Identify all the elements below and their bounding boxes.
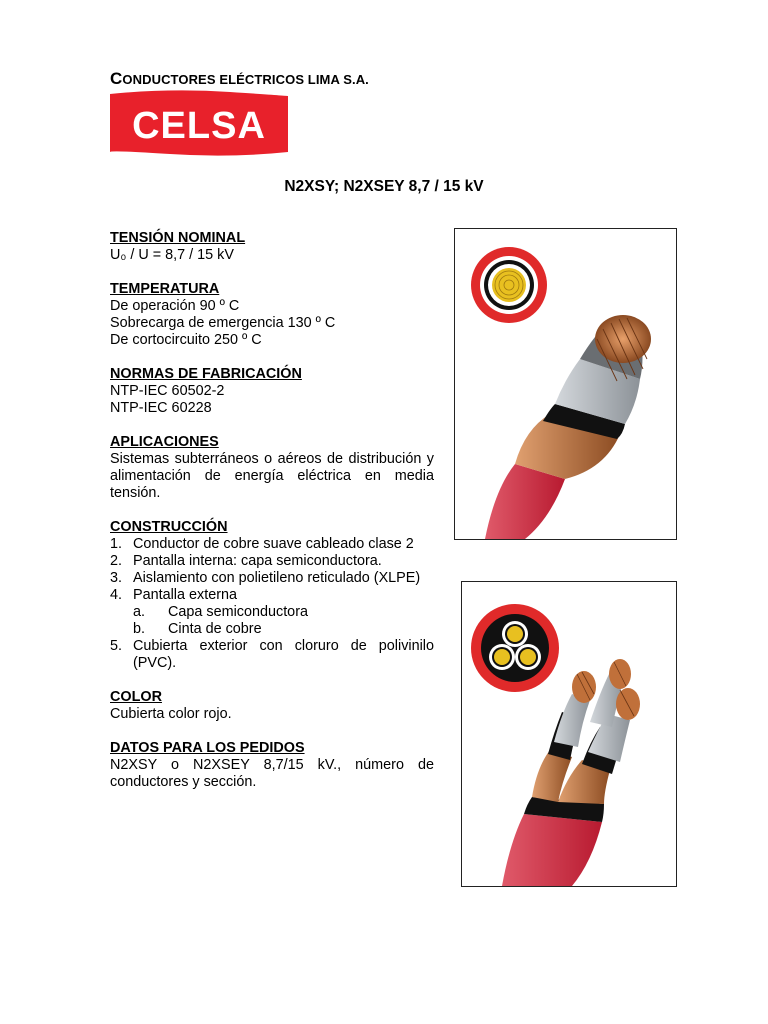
heading-temperatura: TEMPERATURA	[110, 281, 220, 297]
list-item: b. Cinta de cobre	[133, 621, 262, 637]
list-item: 3. Aislamiento con polietileno reticulado (XLPE)	[110, 570, 421, 586]
heading-construccion: CONSTRUCCIÓN	[110, 519, 228, 535]
norma-1: NTP-IEC 60502-2	[110, 383, 225, 399]
heading-normas: NORMAS DE FABRICACIÓN	[110, 366, 302, 382]
svg-text:CELSA: CELSA	[132, 105, 266, 147]
construccion-list	[110, 536, 434, 604]
heading-pedidos: DATOS PARA LOS PEDIDOS	[110, 740, 305, 756]
section-aplicaciones	[110, 434, 434, 502]
heading-tension: TENSIÓN NOMINAL	[110, 230, 246, 246]
temp-operacion: De operación 90 º C	[110, 298, 240, 314]
section-construccion	[110, 519, 434, 672]
list-item: 5. Cubierta exterior con cloruro de polivinilo (PVC).	[110, 638, 434, 671]
section-normas	[110, 366, 434, 417]
pantalla-externa-sublist	[110, 604, 434, 638]
section-color	[110, 689, 434, 723]
temp-sobrecarga: Sobrecarga de emergencia 130 º C	[110, 315, 336, 331]
company-name: CONDUCTORES ELÉCTRICOS LIMA S.A.	[110, 69, 369, 88]
section-pedidos	[110, 740, 434, 791]
spec-content	[110, 230, 434, 808]
aplicaciones-text: Sistemas subterráneos o aéreos de distribución y alimentación de energía eléctrica en media tensión.	[110, 451, 434, 501]
cable-illustration	[502, 659, 640, 886]
list-item: 1. Conductor de cobre suave cableado clase 2	[110, 536, 414, 552]
temp-cortocircuito: De cortocircuito 250 º C	[110, 332, 262, 348]
pedidos-text: N2XSY o N2XSEY 8,7/15 kV., número de conductores y sección.	[110, 757, 434, 790]
color-text: Cubierta color rojo.	[110, 706, 232, 722]
section-temperatura	[110, 281, 434, 349]
list-item: 2. Pantalla interna: capa semiconductora.	[110, 553, 382, 569]
cable-illustration	[485, 315, 651, 539]
three-core-cable-photo	[461, 581, 677, 887]
cross-section-icon	[471, 247, 547, 323]
list-item: 4. Pantalla externa	[110, 587, 238, 603]
cross-section-icon	[471, 604, 559, 692]
heading-aplicaciones: APLICACIONES	[110, 434, 219, 450]
celsa-logo	[110, 90, 288, 156]
construccion-list-cont	[110, 638, 434, 672]
tension-value: U₀ / U = 8,7 / 15 kV	[110, 247, 234, 263]
single-core-cable-photo	[454, 228, 677, 540]
norma-2: NTP-IEC 60228	[110, 400, 212, 416]
section-tension	[110, 230, 434, 264]
list-item: a. Capa semiconductora	[133, 604, 308, 620]
product-title: N2XSY; N2XSEY 8,7 / 15 kV	[284, 178, 484, 195]
heading-color: COLOR	[110, 689, 162, 705]
